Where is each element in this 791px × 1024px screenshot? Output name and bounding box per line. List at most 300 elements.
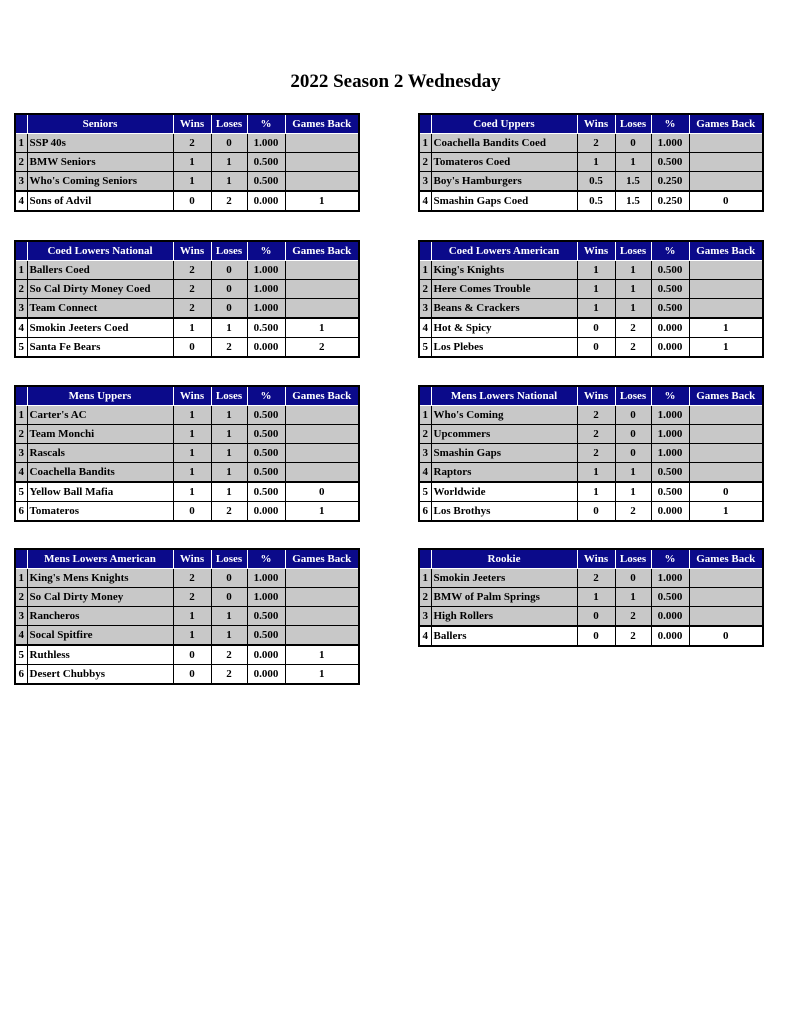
pct-cell: 0.500 — [651, 463, 689, 483]
loses-cell: 2 — [615, 502, 651, 522]
games-back-cell: 2 — [285, 338, 359, 358]
pct-cell: 1.000 — [247, 261, 285, 280]
table-row — [15, 665, 359, 685]
division-name: Rookie — [431, 549, 577, 569]
games-back-cell — [689, 588, 763, 607]
team-name-cell: Socal Spitfire — [27, 626, 173, 646]
rank-cell: 5 — [15, 338, 27, 358]
table-row — [15, 280, 359, 299]
loses-header: Loses — [615, 549, 651, 569]
pct-cell: 0.500 — [247, 444, 285, 463]
games-back-cell: 0 — [689, 191, 763, 211]
wins-cell: 0 — [173, 338, 211, 358]
pct-header: % — [247, 114, 285, 134]
pct-cell: 0.500 — [247, 607, 285, 626]
rank-cell: 2 — [15, 280, 27, 299]
loses-cell: 0 — [211, 261, 247, 280]
rank-cell: 1 — [419, 406, 431, 425]
pct-cell: 1.000 — [651, 406, 689, 425]
loses-cell: 2 — [615, 318, 651, 338]
rank-header — [419, 549, 431, 569]
table-row — [419, 134, 763, 153]
team-name-cell: Los Plebes — [431, 338, 577, 358]
rank-header — [15, 549, 27, 569]
pct-cell: 0.500 — [247, 406, 285, 425]
games-back-cell — [689, 444, 763, 463]
pct-cell: 0.500 — [651, 482, 689, 502]
team-name-cell: Coachella Bandits Coed — [431, 134, 577, 153]
table-row — [419, 318, 763, 338]
pct-cell: 0.000 — [247, 665, 285, 685]
wins-cell: 2 — [173, 280, 211, 299]
games-back-cell — [689, 569, 763, 588]
loses-cell: 1.5 — [615, 191, 651, 211]
table-row — [15, 406, 359, 425]
games-back-cell — [689, 153, 763, 172]
rank-cell: 1 — [15, 406, 27, 425]
loses-cell: 1 — [615, 463, 651, 483]
pct-cell: 0.000 — [247, 645, 285, 665]
pct-cell: 0.500 — [247, 318, 285, 338]
table-row — [15, 191, 359, 211]
rank-cell: 2 — [15, 153, 27, 172]
rank-cell: 4 — [15, 463, 27, 483]
games-back-cell — [689, 172, 763, 192]
wins-cell: 0 — [173, 645, 211, 665]
games-back-cell: 1 — [689, 338, 763, 358]
games-back-cell: 1 — [285, 665, 359, 685]
wins-cell: 0.5 — [577, 172, 615, 192]
team-name-cell: King's Mens Knights — [27, 569, 173, 588]
games-back-cell — [285, 280, 359, 299]
rank-cell: 4 — [419, 626, 431, 646]
table-row — [15, 569, 359, 588]
rank-cell: 3 — [419, 172, 431, 192]
rank-cell: 4 — [419, 191, 431, 211]
loses-cell: 1 — [211, 318, 247, 338]
rank-header — [419, 241, 431, 261]
games-back-header: Games Back — [285, 114, 359, 134]
wins-cell: 1 — [577, 153, 615, 172]
division-table-mens-uppers — [14, 385, 360, 522]
wins-cell: 0 — [577, 318, 615, 338]
wins-cell: 1 — [577, 280, 615, 299]
games-back-cell — [689, 134, 763, 153]
pct-cell: 1.000 — [651, 569, 689, 588]
team-name-cell: BMW Seniors — [27, 153, 173, 172]
team-name-cell: Ballers Coed — [27, 261, 173, 280]
wins-header: Wins — [173, 241, 211, 261]
table-row — [419, 502, 763, 522]
loses-header: Loses — [211, 241, 247, 261]
team-name-cell: Smashin Gaps — [431, 444, 577, 463]
team-name-cell: Who's Coming Seniors — [27, 172, 173, 192]
team-name-cell: Coachella Bandits — [27, 463, 173, 483]
table-row — [419, 463, 763, 483]
games-back-header: Games Back — [285, 241, 359, 261]
wins-cell: 2 — [577, 406, 615, 425]
rank-cell: 3 — [15, 607, 27, 626]
pct-cell: 0.000 — [651, 626, 689, 646]
pct-cell: 0.000 — [651, 338, 689, 358]
rank-cell: 3 — [15, 172, 27, 192]
rank-cell: 2 — [419, 588, 431, 607]
rank-cell: 6 — [15, 665, 27, 685]
team-name-cell: Worldwide — [431, 482, 577, 502]
wins-header: Wins — [577, 114, 615, 134]
table-row — [15, 425, 359, 444]
loses-cell: 1 — [211, 482, 247, 502]
wins-cell: 0 — [577, 626, 615, 646]
pct-cell: 0.250 — [651, 191, 689, 211]
loses-cell: 1 — [211, 172, 247, 192]
team-name-cell: Ruthless — [27, 645, 173, 665]
pct-cell: 1.000 — [247, 280, 285, 299]
pct-cell: 0.500 — [651, 280, 689, 299]
team-name-cell: Smokin Jeeters — [431, 569, 577, 588]
loses-header: Loses — [615, 114, 651, 134]
games-back-cell: 1 — [285, 191, 359, 211]
pct-cell: 0.000 — [247, 502, 285, 522]
division-table-coed-lowers-american — [418, 240, 764, 358]
rank-header — [419, 386, 431, 406]
pct-cell: 0.250 — [651, 172, 689, 192]
games-back-header: Games Back — [689, 549, 763, 569]
team-name-cell: Sons of Advil — [27, 191, 173, 211]
team-name-cell: Team Connect — [27, 299, 173, 319]
wins-cell: 1 — [173, 463, 211, 483]
pct-cell: 1.000 — [247, 299, 285, 319]
rank-cell: 6 — [419, 502, 431, 522]
division-name: Mens Lowers National — [431, 386, 577, 406]
table-row — [419, 569, 763, 588]
games-back-cell — [689, 261, 763, 280]
division-name: Seniors — [27, 114, 173, 134]
wins-cell: 1 — [173, 406, 211, 425]
division-table-seniors — [14, 113, 360, 212]
loses-cell: 1 — [615, 482, 651, 502]
games-back-header: Games Back — [689, 241, 763, 261]
team-name-cell: SSP 40s — [27, 134, 173, 153]
rank-cell: 5 — [15, 645, 27, 665]
games-back-cell — [285, 425, 359, 444]
wins-cell: 0 — [173, 502, 211, 522]
pct-header: % — [651, 386, 689, 406]
table-row — [15, 502, 359, 522]
team-name-cell: So Cal Dirty Money Coed — [27, 280, 173, 299]
rank-cell: 1 — [419, 569, 431, 588]
division-header — [15, 114, 359, 134]
games-back-cell — [689, 280, 763, 299]
rank-cell: 2 — [419, 280, 431, 299]
pct-header: % — [651, 114, 689, 134]
loses-cell: 1 — [615, 261, 651, 280]
games-back-cell: 1 — [689, 502, 763, 522]
division-header — [15, 241, 359, 261]
games-back-cell — [689, 299, 763, 319]
table-row — [419, 425, 763, 444]
loses-cell: 0 — [211, 280, 247, 299]
table-row — [419, 588, 763, 607]
rank-cell: 5 — [419, 338, 431, 358]
rank-cell: 2 — [419, 153, 431, 172]
rank-cell: 1 — [419, 261, 431, 280]
wins-cell: 2 — [577, 569, 615, 588]
wins-cell: 2 — [577, 425, 615, 444]
division-name: Mens Lowers American — [27, 549, 173, 569]
wins-cell: 0 — [577, 338, 615, 358]
loses-cell: 0 — [615, 444, 651, 463]
loses-cell: 2 — [211, 665, 247, 685]
loses-cell: 2 — [211, 338, 247, 358]
team-name-cell: Tomateros — [27, 502, 173, 522]
pct-header: % — [247, 549, 285, 569]
wins-cell: 0 — [577, 502, 615, 522]
table-row — [15, 444, 359, 463]
division-table-mens-lowers-national — [418, 385, 764, 522]
pct-cell: 0.500 — [247, 172, 285, 192]
loses-cell: 1 — [615, 280, 651, 299]
games-back-cell — [285, 588, 359, 607]
rank-cell: 3 — [15, 444, 27, 463]
table-row — [15, 626, 359, 646]
wins-header: Wins — [173, 114, 211, 134]
pct-cell: 0.500 — [247, 425, 285, 444]
games-back-cell — [285, 569, 359, 588]
table-row — [419, 444, 763, 463]
loses-header: Loses — [615, 386, 651, 406]
team-name-cell: Raptors — [431, 463, 577, 483]
loses-cell: 0 — [211, 299, 247, 319]
pct-header: % — [651, 549, 689, 569]
games-back-cell: 0 — [689, 482, 763, 502]
wins-cell: 0 — [577, 607, 615, 627]
division-table-coed-lowers-national — [14, 240, 360, 358]
games-back-cell: 1 — [285, 645, 359, 665]
loses-cell: 1 — [211, 463, 247, 483]
wins-cell: 1 — [173, 626, 211, 646]
rank-header — [15, 386, 27, 406]
rank-cell: 2 — [15, 588, 27, 607]
team-name-cell: Boy's Hamburgers — [431, 172, 577, 192]
division-table-mens-lowers-american — [14, 548, 360, 685]
rank-cell: 6 — [15, 502, 27, 522]
table-row — [419, 406, 763, 425]
pct-cell: 1.000 — [651, 134, 689, 153]
rank-cell: 4 — [15, 318, 27, 338]
loses-cell: 0 — [211, 134, 247, 153]
loses-cell: 2 — [615, 626, 651, 646]
team-name-cell: Team Monchi — [27, 425, 173, 444]
games-back-cell — [689, 463, 763, 483]
games-back-cell — [285, 261, 359, 280]
team-name-cell: Beans & Crackers — [431, 299, 577, 319]
team-name-cell: Smokin Jeeters Coed — [27, 318, 173, 338]
games-back-cell: 1 — [689, 318, 763, 338]
loses-cell: 2 — [615, 338, 651, 358]
table-row — [15, 261, 359, 280]
team-name-cell: Carter's AC — [27, 406, 173, 425]
pct-cell: 0.500 — [247, 482, 285, 502]
loses-cell: 0 — [615, 569, 651, 588]
rank-cell: 4 — [15, 626, 27, 646]
loses-cell: 1 — [615, 588, 651, 607]
table-row — [419, 280, 763, 299]
table-row — [419, 482, 763, 502]
team-name-cell: Desert Chubbys — [27, 665, 173, 685]
team-name-cell: Rascals — [27, 444, 173, 463]
loses-cell: 1 — [211, 153, 247, 172]
team-name-cell: Tomateros Coed — [431, 153, 577, 172]
pct-cell: 0.000 — [247, 191, 285, 211]
loses-cell: 2 — [615, 607, 651, 627]
pct-header: % — [651, 241, 689, 261]
games-back-header: Games Back — [285, 549, 359, 569]
division-table-coed-uppers — [418, 113, 764, 212]
division-header — [419, 549, 763, 569]
team-name-cell: King's Knights — [431, 261, 577, 280]
wins-cell: 1 — [173, 607, 211, 626]
wins-cell: 1 — [577, 299, 615, 319]
pct-cell: 0.000 — [247, 338, 285, 358]
table-row — [15, 172, 359, 192]
rank-cell: 1 — [15, 134, 27, 153]
pct-cell: 0.500 — [651, 299, 689, 319]
division-header — [15, 549, 359, 569]
games-back-cell: 0 — [689, 626, 763, 646]
pct-header: % — [247, 386, 285, 406]
wins-cell: 1 — [173, 153, 211, 172]
pct-cell: 0.000 — [651, 607, 689, 627]
wins-cell: 0.5 — [577, 191, 615, 211]
team-name-cell: Yellow Ball Mafia — [27, 482, 173, 502]
wins-cell: 1 — [173, 482, 211, 502]
loses-cell: 0 — [211, 588, 247, 607]
team-name-cell: Hot & Spicy — [431, 318, 577, 338]
pct-header: % — [247, 241, 285, 261]
games-back-cell — [285, 153, 359, 172]
table-row — [419, 338, 763, 358]
games-back-cell — [285, 299, 359, 319]
pct-cell: 1.000 — [247, 588, 285, 607]
team-name-cell: So Cal Dirty Money — [27, 588, 173, 607]
games-back-cell — [285, 626, 359, 646]
games-back-cell — [285, 406, 359, 425]
wins-header: Wins — [173, 549, 211, 569]
rank-cell: 5 — [419, 482, 431, 502]
table-row — [15, 607, 359, 626]
games-back-cell — [285, 463, 359, 483]
table-row — [15, 645, 359, 665]
loses-cell: 1 — [211, 425, 247, 444]
wins-cell: 1 — [173, 318, 211, 338]
loses-cell: 1 — [615, 153, 651, 172]
loses-cell: 1 — [211, 444, 247, 463]
loses-header: Loses — [211, 114, 247, 134]
loses-cell: 1 — [211, 607, 247, 626]
pct-cell: 1.000 — [247, 569, 285, 588]
team-name-cell: Here Comes Trouble — [431, 280, 577, 299]
games-back-cell: 0 — [285, 482, 359, 502]
wins-header: Wins — [173, 386, 211, 406]
team-name-cell: Upcommers — [431, 425, 577, 444]
rank-cell: 3 — [419, 299, 431, 319]
table-row — [15, 134, 359, 153]
team-name-cell: Santa Fe Bears — [27, 338, 173, 358]
table-row — [419, 261, 763, 280]
division-name: Coed Lowers American — [431, 241, 577, 261]
page-title: 2022 Season 2 Wednesday — [290, 71, 501, 92]
loses-cell: 1 — [211, 406, 247, 425]
rank-cell: 1 — [15, 261, 27, 280]
table-row — [419, 607, 763, 627]
wins-cell: 1 — [577, 588, 615, 607]
table-row — [15, 153, 359, 172]
table-row — [419, 172, 763, 192]
division-table-rookie — [418, 548, 764, 647]
team-name-cell: BMW of Palm Springs — [431, 588, 577, 607]
games-back-cell — [689, 425, 763, 444]
loses-cell: 0 — [615, 134, 651, 153]
team-name-cell: Rancheros — [27, 607, 173, 626]
team-name-cell: Los Brothys — [431, 502, 577, 522]
pct-cell: 0.500 — [651, 153, 689, 172]
pct-cell: 0.500 — [247, 153, 285, 172]
division-name: Mens Uppers — [27, 386, 173, 406]
table-row — [419, 153, 763, 172]
games-back-cell — [285, 444, 359, 463]
games-back-cell — [285, 172, 359, 192]
games-back-cell: 1 — [285, 318, 359, 338]
table-row — [419, 299, 763, 319]
loses-header: Loses — [211, 386, 247, 406]
loses-cell: 2 — [211, 502, 247, 522]
pct-cell: 0.500 — [651, 588, 689, 607]
wins-cell: 1 — [173, 444, 211, 463]
table-row — [15, 482, 359, 502]
loses-cell: 1.5 — [615, 172, 651, 192]
rank-cell: 2 — [15, 425, 27, 444]
table-row — [15, 299, 359, 319]
games-back-header: Games Back — [689, 386, 763, 406]
games-back-cell: 1 — [285, 502, 359, 522]
wins-cell: 2 — [173, 569, 211, 588]
pct-cell: 0.500 — [247, 463, 285, 483]
table-row — [15, 338, 359, 358]
rank-cell: 3 — [15, 299, 27, 319]
rank-cell: 4 — [419, 318, 431, 338]
division-header — [419, 241, 763, 261]
loses-cell: 1 — [615, 299, 651, 319]
team-name-cell: Who's Coming — [431, 406, 577, 425]
games-back-header: Games Back — [689, 114, 763, 134]
pct-cell: 1.000 — [247, 134, 285, 153]
division-name: Coed Uppers — [431, 114, 577, 134]
rank-header — [15, 241, 27, 261]
wins-header: Wins — [577, 386, 615, 406]
rank-header — [15, 114, 27, 134]
division-header — [15, 386, 359, 406]
pct-cell: 0.000 — [651, 502, 689, 522]
rank-cell: 5 — [15, 482, 27, 502]
division-header — [419, 114, 763, 134]
wins-cell: 1 — [173, 425, 211, 444]
wins-cell: 2 — [173, 261, 211, 280]
rank-header — [419, 114, 431, 134]
loses-cell: 0 — [211, 569, 247, 588]
rank-cell: 4 — [15, 191, 27, 211]
games-back-header: Games Back — [285, 386, 359, 406]
